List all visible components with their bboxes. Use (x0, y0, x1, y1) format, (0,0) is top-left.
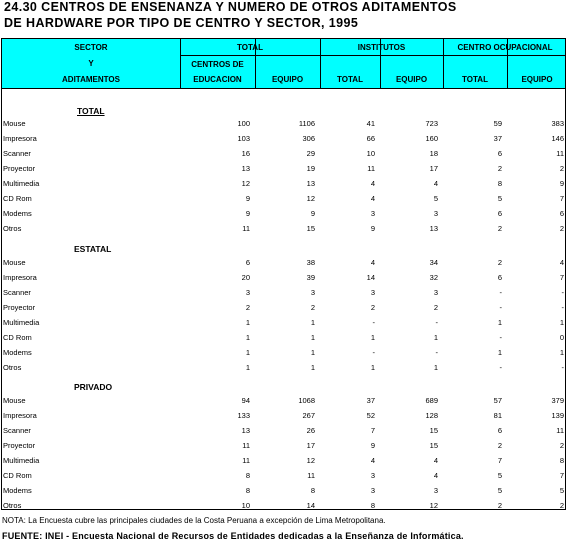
cell-value: 1 (245, 363, 250, 372)
source-line: FUENTE: INEI - Encuesta Nacional de Recursos de Entidades dedicadas a la Enseñanza de Informática. (2, 531, 464, 541)
row-label: Modems (3, 209, 32, 218)
cell-value: 1 (245, 318, 250, 327)
cell-value: 128 (425, 411, 438, 420)
cell-value: 160 (425, 134, 438, 143)
row-label: Scanner (3, 288, 31, 297)
cell-value: - (372, 348, 375, 357)
section-heading: ESTATAL (74, 244, 112, 254)
cell-value: 15 (429, 441, 438, 450)
cell-value: 19 (306, 164, 315, 173)
cell-value: 7 (559, 194, 564, 203)
header-group-institutos: INSTITUTOS (357, 43, 406, 52)
cell-value: 12 (306, 456, 315, 465)
cell-value: 37 (493, 134, 502, 143)
cell-value: 2 (497, 501, 502, 510)
cell-value: 66 (366, 134, 375, 143)
row-label: Otros (3, 224, 22, 233)
cell-value: 2 (497, 224, 502, 233)
cell-value: 11 (242, 441, 250, 450)
cell-value: 81 (493, 411, 502, 420)
cell-value: 8 (310, 486, 315, 495)
cell-value: 8 (245, 471, 250, 480)
cell-value: 1 (310, 363, 315, 372)
cell-value: 11 (242, 224, 250, 233)
cell-value: 9 (370, 224, 375, 233)
cell-value: 1 (370, 363, 375, 372)
cell-value: 13 (241, 164, 250, 173)
cell-value: 103 (237, 134, 250, 143)
row-label: Proyector (3, 303, 36, 312)
cell-value: 13 (241, 426, 250, 435)
cell-value: 1 (370, 333, 375, 342)
cell-value: 1 (433, 333, 438, 342)
cell-value: 4 (370, 194, 375, 203)
cell-value: 39 (306, 273, 315, 282)
cell-value: 4 (433, 471, 438, 480)
row-label: Otros (3, 501, 22, 510)
row-label: Proyector (3, 164, 36, 173)
cell-value: 29 (306, 149, 315, 158)
cell-value: 94 (241, 396, 250, 405)
section-heading: PRIVADO (74, 382, 113, 392)
cell-value: 133 (237, 411, 250, 420)
cell-value: 14 (306, 501, 315, 510)
cell-value: - (435, 318, 438, 327)
row-label: Modems (3, 486, 32, 495)
cell-value: - (561, 363, 564, 372)
cell-value: 3 (310, 288, 315, 297)
cell-value: 15 (429, 426, 438, 435)
cell-value: 4 (559, 258, 564, 267)
cell-value: 7 (559, 471, 564, 480)
footnote: NOTA: La Encuesta cubre las principales ciudades de la Costa Peruana a excepción de Lima Metropolitana. (2, 516, 386, 525)
cell-value: 3 (433, 209, 438, 218)
row-label: Modems (3, 348, 32, 357)
header-equipo-ocupacional: EQUIPO (521, 75, 553, 84)
cell-value: 1 (559, 348, 564, 357)
cell-value: 6 (497, 149, 502, 158)
cell-value: 7 (497, 456, 502, 465)
row-label: Multimedia (3, 456, 40, 465)
cell-value: 5 (497, 486, 502, 495)
cell-value: 12 (306, 194, 315, 203)
cell-value: 5 (559, 486, 564, 495)
row-label: Mouse (3, 396, 26, 405)
cell-value: 59 (493, 119, 502, 128)
cell-value: 1 (310, 333, 315, 342)
cell-value: 1106 (298, 119, 315, 128)
cell-value: 34 (429, 258, 438, 267)
cell-value: 9 (245, 194, 250, 203)
cell-value: 379 (551, 396, 564, 405)
cell-value: - (561, 303, 564, 312)
cell-value: 139 (551, 411, 564, 420)
cell-value: - (499, 363, 502, 372)
header-equipo-total: EQUIPO (271, 75, 304, 84)
cell-value: 17 (306, 441, 315, 450)
cell-value: 2 (559, 224, 564, 233)
cell-value: - (435, 348, 438, 357)
cell-value: 4 (370, 456, 375, 465)
cell-value: 4 (433, 179, 438, 188)
cell-value: 8 (497, 179, 502, 188)
table-body (1, 89, 566, 510)
cell-value: 306 (302, 134, 315, 143)
cell-value: 100 (237, 119, 250, 128)
cell-value: - (561, 288, 564, 297)
header-y: Y (88, 59, 94, 68)
cell-value: 2 (559, 501, 564, 510)
row-label: Impresora (3, 134, 37, 143)
cell-value: 1 (310, 318, 315, 327)
header-sector: SECTOR (74, 43, 108, 52)
cell-value: 3 (245, 288, 250, 297)
row-label: Mouse (3, 119, 26, 128)
cell-value: 146 (551, 134, 564, 143)
cell-value: 13 (306, 179, 315, 188)
cell-value: 7 (559, 273, 564, 282)
table-header (1, 38, 566, 89)
cell-value: 2 (559, 164, 564, 173)
header-aditamentos: ADITAMENTOS (62, 75, 120, 84)
cell-value: 3 (433, 486, 438, 495)
cell-value: 3 (433, 288, 438, 297)
header-total-institutos: TOTAL (337, 75, 363, 84)
cell-value: 2 (370, 303, 375, 312)
cell-value: 10 (241, 501, 250, 510)
cell-value: 4 (433, 456, 438, 465)
cell-value: 3 (370, 209, 375, 218)
row-label: Otros (3, 363, 22, 372)
header-group-centro-ocupacional: CENTRO OCUPACIONAL (457, 43, 553, 52)
cell-value: 18 (429, 149, 438, 158)
cell-value: 9 (370, 441, 375, 450)
cell-value: 9 (245, 209, 250, 218)
cell-value: 52 (366, 411, 375, 420)
cell-value: 2 (497, 164, 502, 173)
cell-value: 8 (245, 486, 250, 495)
cell-value: - (499, 333, 502, 342)
cell-value: 11 (367, 164, 375, 173)
cell-value: - (499, 303, 502, 312)
cell-value: 6 (245, 258, 250, 267)
row-label: Mouse (3, 258, 26, 267)
cell-value: 37 (366, 396, 375, 405)
row-label: CD Rom (3, 333, 32, 342)
cell-value: 1 (245, 333, 250, 342)
cell-value: 6 (497, 273, 502, 282)
cell-value: 267 (302, 411, 315, 420)
header-equipo-institutos: EQUIPO (395, 75, 428, 84)
cell-value: 383 (551, 119, 564, 128)
cell-value: 9 (559, 179, 564, 188)
cell-value: 1 (497, 348, 502, 357)
row-label: Scanner (3, 149, 31, 158)
table-title-line-1: 24.30 CENTROS DE ENSENANZA Y NUMERO DE OTROS ADITAMENTOS (4, 0, 457, 14)
cell-value: 11 (307, 471, 315, 480)
row-label: Impresora (3, 273, 37, 282)
cell-value: 8 (559, 456, 564, 465)
cell-value: 11 (556, 149, 564, 158)
cell-value: 5 (497, 194, 502, 203)
row-label: Multimedia (3, 179, 40, 188)
cell-value: 689 (425, 396, 438, 405)
cell-value: 12 (241, 179, 250, 188)
cell-value: 1068 (298, 396, 315, 405)
cell-value: 57 (493, 396, 502, 405)
cell-value: 3 (370, 471, 375, 480)
cell-value: 1 (433, 363, 438, 372)
cell-value: 5 (497, 471, 502, 480)
cell-value: 2 (559, 441, 564, 450)
cell-value: 9 (310, 209, 315, 218)
cell-value: 26 (306, 426, 315, 435)
header-total-ocupacional: TOTAL (462, 75, 488, 84)
section-heading: TOTAL (77, 106, 105, 116)
cell-value: 6 (559, 209, 564, 218)
cell-value: 11 (556, 426, 564, 435)
cell-value: 12 (429, 501, 438, 510)
header-educacion: EDUCACION (193, 75, 242, 84)
cell-value: - (372, 318, 375, 327)
row-label: CD Rom (3, 471, 32, 480)
cell-value: 16 (241, 149, 250, 158)
cell-value: 2 (310, 303, 315, 312)
cell-value: 8 (370, 501, 375, 510)
cell-value: 1 (310, 348, 315, 357)
cell-value: 7 (370, 426, 375, 435)
header-group-total: TOTAL (237, 43, 263, 52)
cell-value: 4 (370, 179, 375, 188)
cell-value: 2 (245, 303, 250, 312)
cell-value: 20 (241, 273, 250, 282)
cell-value: 17 (429, 164, 438, 173)
row-label: Proyector (3, 441, 36, 450)
cell-value: 11 (242, 456, 250, 465)
cell-value: - (499, 288, 502, 297)
cell-value: 10 (366, 149, 375, 158)
cell-value: 1 (497, 318, 502, 327)
row-label: Impresora (3, 411, 37, 420)
table-title-line-2: DE HARDWARE POR TIPO DE CENTRO Y SECTOR, 1995 (4, 16, 359, 30)
cell-value: 2 (497, 441, 502, 450)
cell-value: 15 (306, 224, 315, 233)
cell-value: 6 (497, 209, 502, 218)
cell-value: 14 (366, 273, 375, 282)
cell-value: 1 (245, 348, 250, 357)
row-label: Scanner (3, 426, 31, 435)
cell-value: 2 (433, 303, 438, 312)
cell-value: 723 (425, 119, 438, 128)
cell-value: 3 (370, 486, 375, 495)
cell-value: 2 (497, 258, 502, 267)
cell-value: 1 (559, 318, 564, 327)
cell-value: 0 (559, 333, 564, 342)
cell-value: 41 (366, 119, 375, 128)
cell-value: 32 (429, 273, 438, 282)
cell-value: 3 (370, 288, 375, 297)
cell-value: 6 (497, 426, 502, 435)
row-label: Multimedia (3, 318, 40, 327)
cell-value: 13 (429, 224, 438, 233)
cell-value: 4 (370, 258, 375, 267)
cell-value: 5 (433, 194, 438, 203)
row-label: CD Rom (3, 194, 32, 203)
cell-value: 38 (306, 258, 315, 267)
header-centros-de: CENTROS DE (191, 60, 244, 69)
